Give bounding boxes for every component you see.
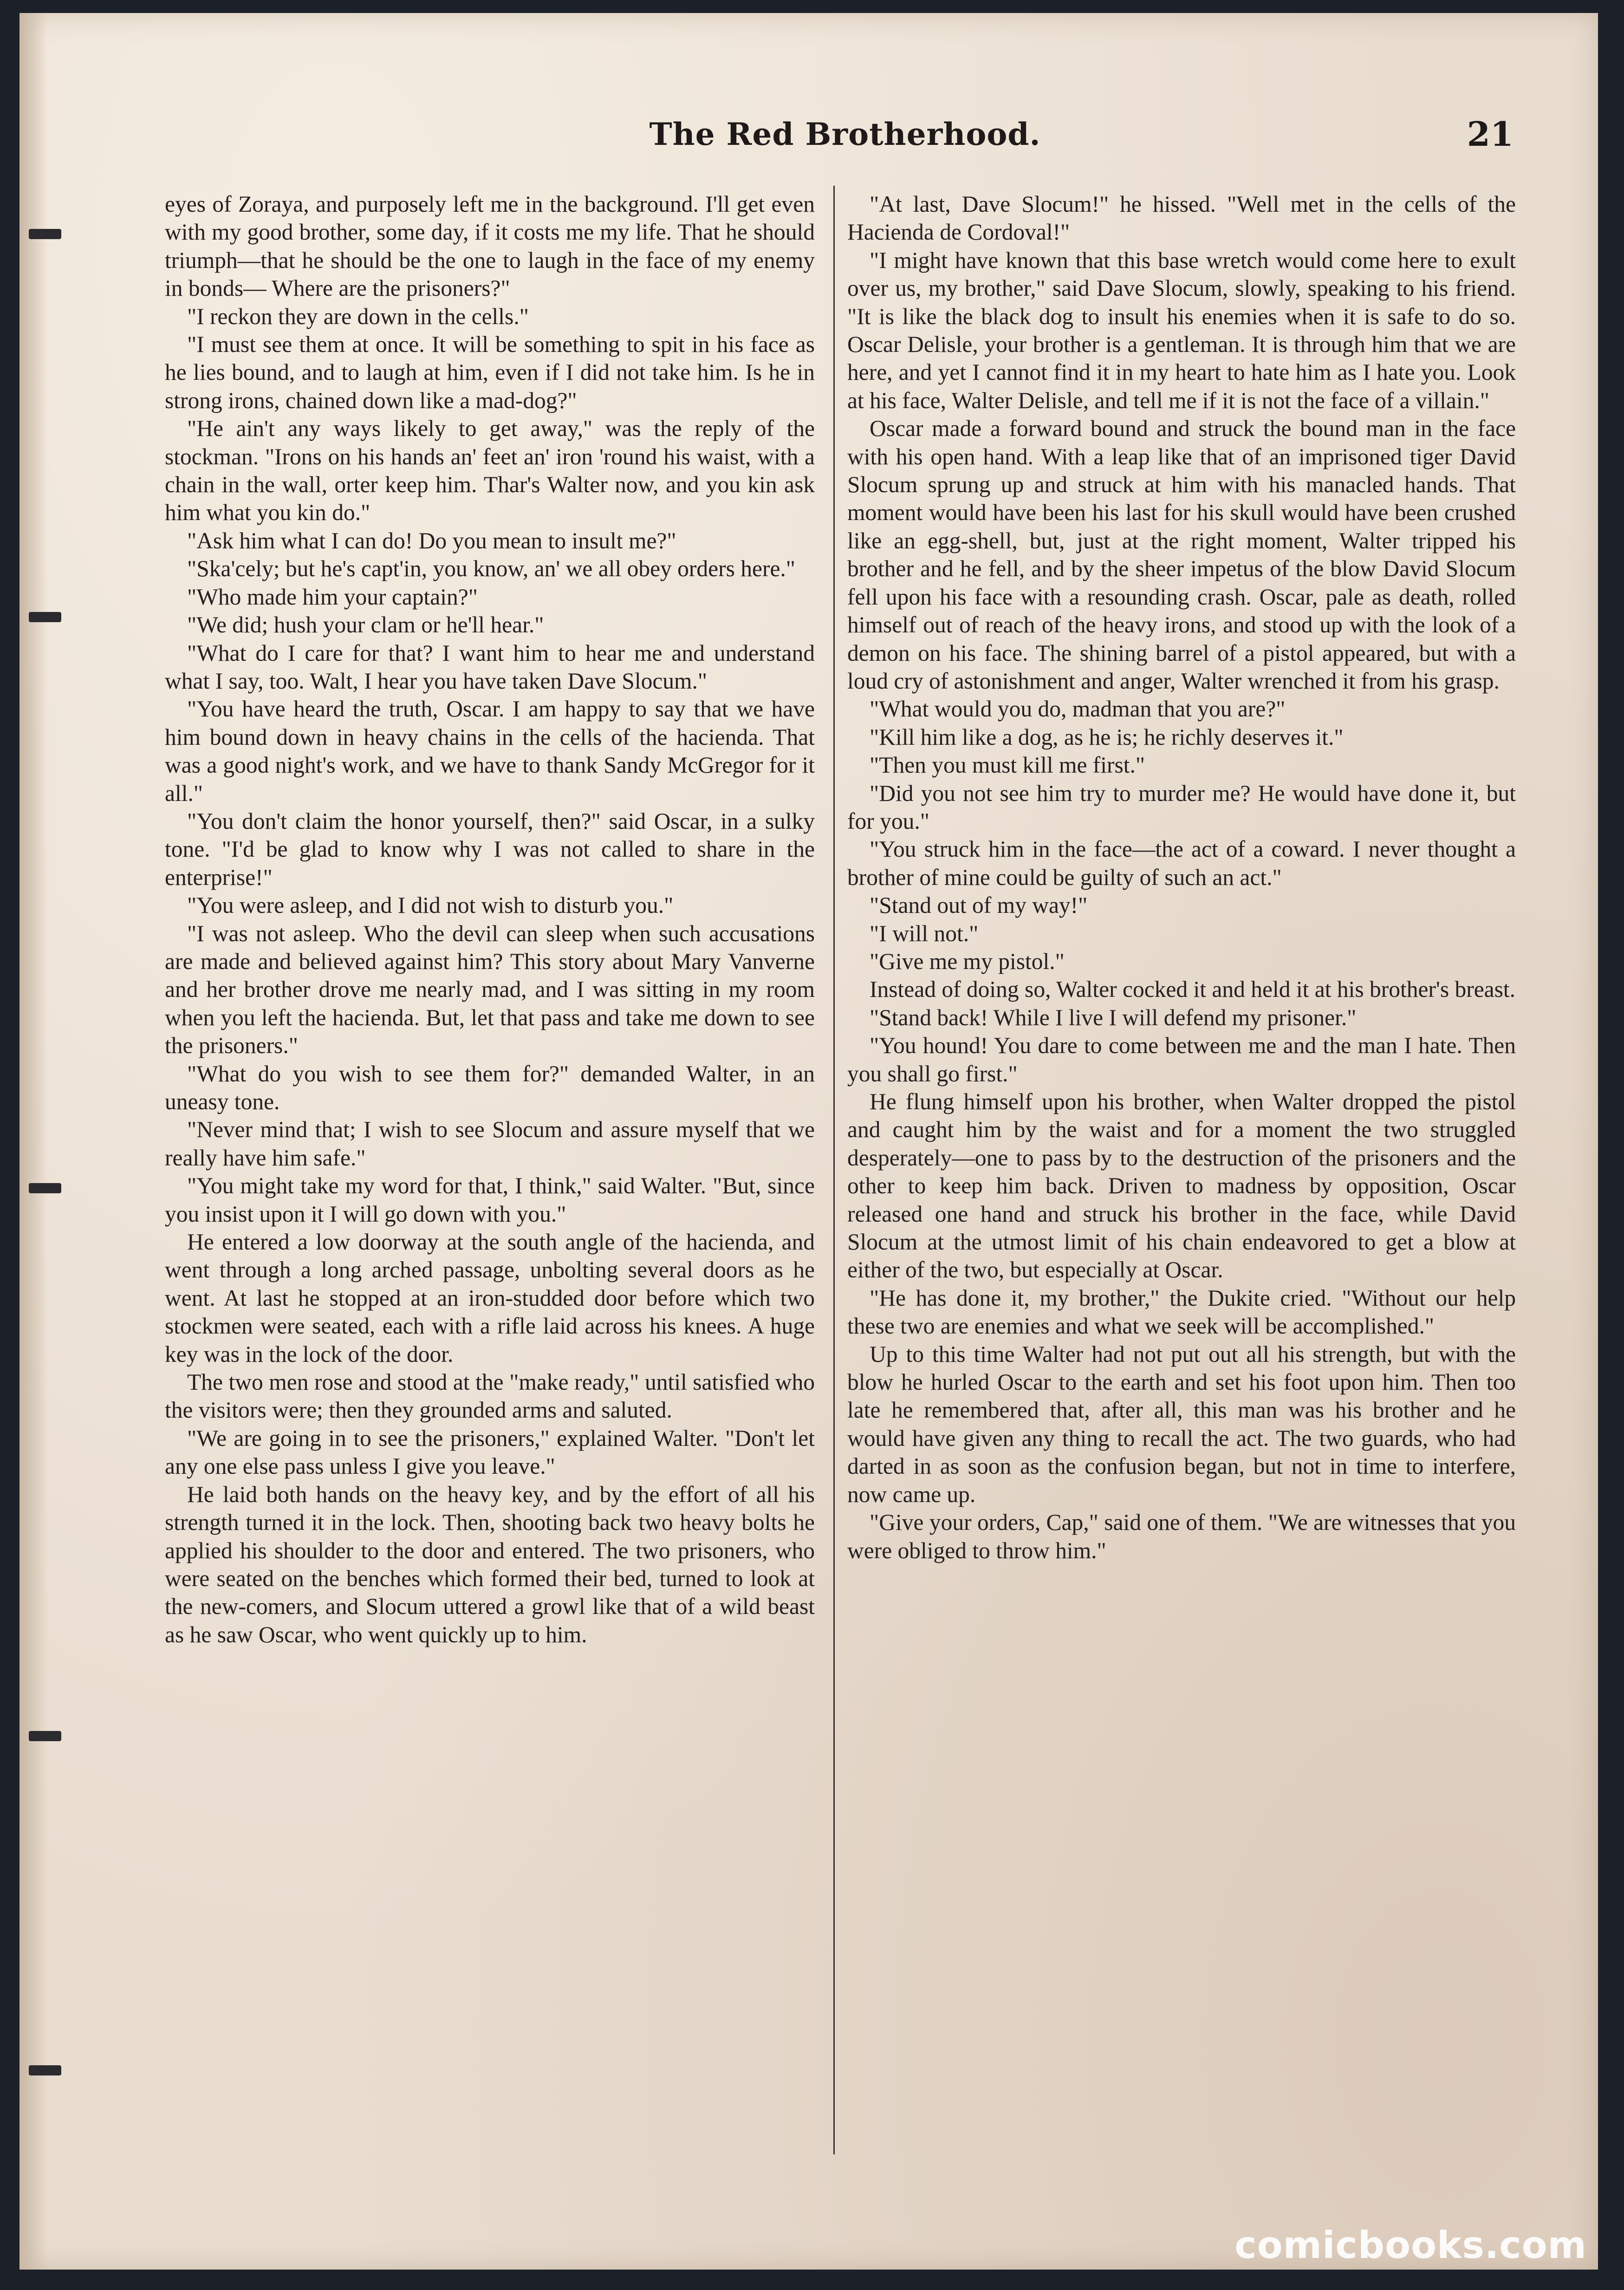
binding-staple: [29, 2065, 61, 2075]
paragraph: "What do I care for that? I want him to hear me and understand what I say, too. Walt, I hear you have taken Dave Slocum.": [165, 640, 815, 694]
paragraph: "I might have known that this base wretch would come here to exult over us, my brother," said Dave Slocum, slowly, speaking to his friend. "It is like the black dog to insult his enemies when it is safe to do so. Oscar Delisle, your brother is a gentleman. It is through him that we are here, and yet I cannot find it in my heart to hate him as I hate you. Look at his face, Walter Delisle, and tell me if it is not the face of a villain.": [847, 247, 1516, 413]
paragraph: "He has done it, my brother," the Dukite cried. "Without our help these two are enemies and what we seek will be accomplished.": [847, 1285, 1516, 1339]
paragraph: "You don't claim the honor yourself, then?" said Oscar, in a sulky tone. "I'd be glad to know why I was not called to share in the enterprise!": [165, 808, 815, 890]
paragraph: "What would you do, madman that you are?": [870, 696, 1286, 722]
binding-edge: [19, 13, 47, 2270]
paragraph: "He ain't any ways likely to get away," was the reply of the stockman. "Irons on his hands an' feet an' iron 'round his waist, with a chain in the wall, orter keep him. Thar's Walter now, and you kin ask him what you kin do.": [165, 416, 815, 526]
paragraph: "You were asleep, and I did not wish to disturb you.": [187, 892, 674, 918]
paragraph: "We are going in to see the prisoners," explained Walter. "Don't let any one else pass unless I give you leave.": [165, 1425, 815, 1479]
paragraph: "I must see them at once. It will be something to spit in his face as he lies bound, and to laugh at him, even if I did not take him. Is he in strong irons, chained down like a mad-dog?": [165, 332, 815, 413]
paragraph: Up to this time Walter had not put out all his strength, but with the blow he hurled Oscar to the earth and set his foot upon him. Then too late he remembered that, after all, this man was his brother and he would have given any thing to recall the act. The two guards, who had darted in as soon as the confusion began, but not in time to interfere, now came up.: [847, 1341, 1516, 1507]
paragraph: "Then you must kill me first.": [870, 752, 1145, 778]
paragraph: "You might take my word for that, I think," said Walter. "But, since you insist upon it I will go down with you.": [165, 1173, 815, 1227]
paragraph: eyes of Zoraya, and purposely left me in the background. I'll get even with my good brother, some day, if it costs me my life. That he should triumph—that he should be the one to laugh in the face of my enemy in bonds— Where are the prisoners?": [165, 191, 815, 301]
paragraph: "Kill him like a dog, as he is; he richly deserves it.": [870, 724, 1344, 750]
paragraph: "Give me my pistol.": [870, 948, 1065, 974]
paragraph: "What do you wish to see them for?" demanded Walter, in an uneasy tone.: [165, 1060, 815, 1114]
binding-staple: [29, 1183, 61, 1193]
paragraph: He laid both hands on the heavy key, and by the effort of all his strength turned it in the lock. Then, shooting back two heavy bolts he applied his shoulder to the door and entered. The two prisoners, who were seated on the benches which formed their bed, turned to look at the new-comers, and Slocum uttered a growl like that of a wild beast as he saw Oscar, who went quickly up to him.: [165, 1481, 815, 1647]
running-title: The Red Brotherhood.: [649, 116, 1041, 152]
paragraph: "Ska'cely; but he's capt'in, you know, an' we all obey orders here.": [187, 556, 796, 582]
paragraph: "You hound! You dare to come between me and the man I hate. Then you shall go first.": [847, 1033, 1516, 1086]
paragraph: Instead of doing so, Walter cocked it and held it at his brother's breast.: [870, 976, 1516, 1002]
paragraph: "Stand out of my way!": [870, 892, 1088, 918]
binding-staple: [29, 612, 61, 622]
right-text-column: [847, 190, 1516, 1565]
paragraph: "I reckon they are down in the cells.": [187, 303, 529, 329]
paragraph: "You struck him in the face—the act of a coward. I never thought a brother of mine could be guilty of such an act.": [847, 836, 1516, 890]
paragraph: "Did you not see him try to murder me? He would have done it, but for you.": [847, 780, 1516, 834]
column-divider: [833, 186, 835, 2154]
paragraph: He entered a low doorway at the south angle of the hacienda, and went through a long arched passage, unbolting several doors as he went. At last he stopped at an iron-studded door before which two stockmen were seated, each with a rifle laid across his knees. A huge key was in the lock of the door.: [165, 1229, 815, 1367]
paragraph: "I was not asleep. Who the devil can sleep when such accusations are made and believed against him? This story about Mary Vanverne and her brother drove me nearly mad, and I was sitting in my room when you left the hacienda. But, let that pass and take me down to see the prisoners.": [165, 920, 815, 1059]
paragraph: "I will not.": [870, 920, 979, 946]
left-text-column: [165, 190, 815, 1649]
page-header: [176, 107, 1514, 172]
page-number: 21: [1467, 114, 1514, 154]
paragraph: "At last, Dave Slocum!" he hissed. "Well met in the cells of the Hacienda de Cordoval!": [847, 191, 1516, 245]
binding-staple: [29, 229, 61, 239]
paragraph: "Who made him your captain?": [187, 584, 478, 610]
binding-staple: [29, 1731, 61, 1741]
site-watermark: comicbooks.com: [1234, 2224, 1587, 2267]
paragraph: The two men rose and stood at the "make ready," until satisfied who the visitors were; then they grounded arms and saluted.: [165, 1369, 815, 1423]
paragraph: He flung himself upon his brother, when Walter dropped the pistol and caught him by the waist and for a moment the two struggled desperately—one to pass by to the destruction of the prisoners and the other to keep him back. Driven to madness by opposition, Oscar released one hand and struck his brother in the face, while David Slocum at the utmost limit of his chain endeavored to get a blow at either of the two, but especially at Oscar.: [847, 1089, 1516, 1283]
paragraph: "We did; hush your clam or he'll hear.": [187, 612, 544, 638]
paragraph: "Stand back! While I live I will defend my prisoner.": [870, 1004, 1357, 1030]
paragraph: "Ask him what I can do! Do you mean to insult me?": [187, 527, 676, 553]
paragraph: "You have heard the truth, Oscar. I am happy to say that we have him bound down in heavy chains in the cells of the hacienda. That was a good night's work, and we have to thank Sandy McGregor for it all.": [165, 696, 815, 806]
paragraph: "Give your orders, Cap," said one of them. "We are witnesses that you were obliged to throw him.": [847, 1509, 1516, 1563]
paragraph: "Never mind that; I wish to see Slocum and assure myself that we really have him safe.": [165, 1117, 815, 1171]
paragraph: Oscar made a forward bound and struck the bound man in the face with his open hand. With a leap like that of an imprisoned tiger David Slocum sprung up and struck at him with his manacled hands. That moment would have been his last for his skull would have been crushed like an egg-shell, but, just at the right moment, Walter tripped his brother and he fell, and by the sheer impetus of the blow David Slocum fell upon his face with a resounding crash. Oscar, pale as death, rolled himself out of reach of the heavy irons, and stood up with the look of a demon on his face. The shining barrel of a pistol appeared, but with a loud cry of astonishment and anger, Walter wrenched it from his grasp.: [847, 416, 1516, 694]
